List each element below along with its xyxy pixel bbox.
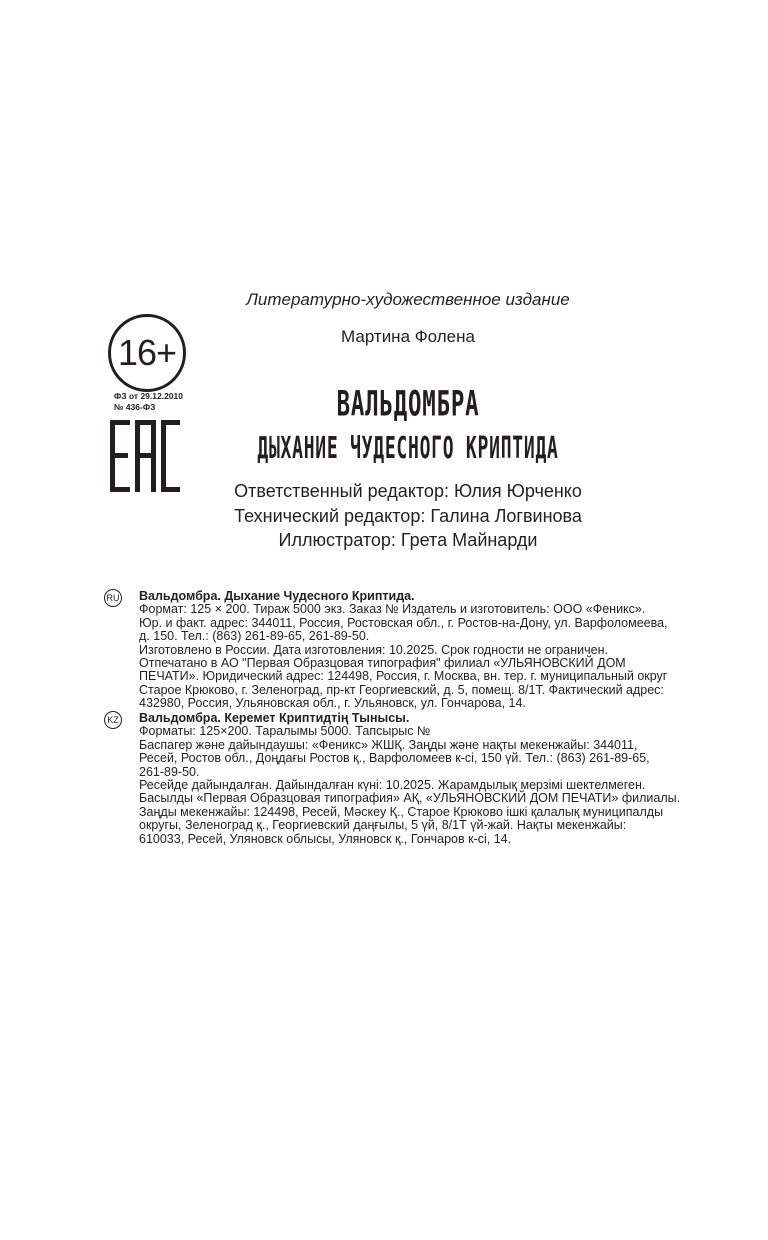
imprint-ru-text: Формат: 125 × 200. Тираж 5000 экз. Заказ № Издатель и изготовитель: ООО «Феникс». Юр. и факт. адрес: 344011, Россия, Ростовская обл., г. Ростов-на-Дону, ул. Варфоломеева, д. 150. Тел.: (863) 261-89-65, 261-89-50. Изготовлено в России. Дата изготовления: 10.2025. Срок годности не ограничен. Отпечатано в АО "Первая Образцовая типография" филиал «УЛЬЯНОВСКИЙ ДОМ ПЕЧАТИ». Юридический адрес: 124498, Россия, г. Москва, вн. тер. г. муниципальный округ Старое Крюково, г. Зеленоград, пр-кт Георгиевский, д. 5, помещ. 8/1Т. Фактический адрес: 432980, Россия, Ульяновская обл., г. Ульяновск, ул. Гончарова, 14. xyxy=(139,602,668,711)
law-reference-line-1: ФЗ от 29.12.2010 xyxy=(114,391,183,401)
imprint-ru-heading: Вальдомбра. Дыхание Чудесного Криптида. xyxy=(139,589,415,603)
imprint-kz-heading: Вальдомбра. Керемет Криптидтің Тынысы. xyxy=(139,711,410,725)
ru-badge xyxy=(104,589,122,607)
author-name: Мартина Фолена xyxy=(341,327,475,346)
imprint-ru xyxy=(139,590,729,711)
kz-badge xyxy=(104,711,122,729)
credit-illustrator: Иллюстратор: Грета Майнарди xyxy=(278,530,538,550)
law-reference-line-2: № 436-ФЗ xyxy=(114,402,156,412)
imprint-kz-text: Форматы: 125×200. Таралымы 5000. Тапсырыс № Баспагер және дайындаушы: «Феникс» ЖШҚ. Заңды және нақты мекенжайы: 344011, Ресей, Ростов обл., Доңдағы Ростов қ., Варфоломеев к-сі, 150 үй. Тел.: (863) 261-89-65, 261-89-50. Ресейде дайындалған. Дайындалған күні: 10.2025. Жарамдылық мерзімі шектелмеген. Басылды «Первая Образцовая типография» АҚ, «УЛЬЯНОВСКИЙ ДОМ ПЕЧАТИ» филиалы. Заңды мекенжайы: 124498, Ресей, Мәскеу Қ., Старое Крюково ішкі қалалық муниципалды округы, Зеленоград қ., Георгиевский даңғылы, 5 үй, 8/1Т үй-жай. Нақты мекенжайы: 610033, Ресей, Уляновск облысы, Уляновск қ., Гончаров к-сі, 14. xyxy=(139,724,681,846)
kz-badge-text: KZ xyxy=(107,715,119,725)
age-rating-text: 16+ xyxy=(117,332,177,373)
genre-line: Литературно-художественное издание xyxy=(246,290,570,309)
credit-technical-editor: Технический редактор: Галина Логвинова xyxy=(234,506,582,526)
age-rating-badge xyxy=(108,314,186,392)
imprint-kz xyxy=(139,712,729,846)
book-title: ВАЛЬДОМБРА xyxy=(336,382,480,425)
ru-badge-text: RU xyxy=(106,593,120,603)
credit-editor: Ответственный редактор: Юлия Юрченко xyxy=(234,481,582,501)
book-subtitle: ДЫХАНИЕ ЧУДЕСНОГО КРИПТИДА xyxy=(257,430,559,466)
